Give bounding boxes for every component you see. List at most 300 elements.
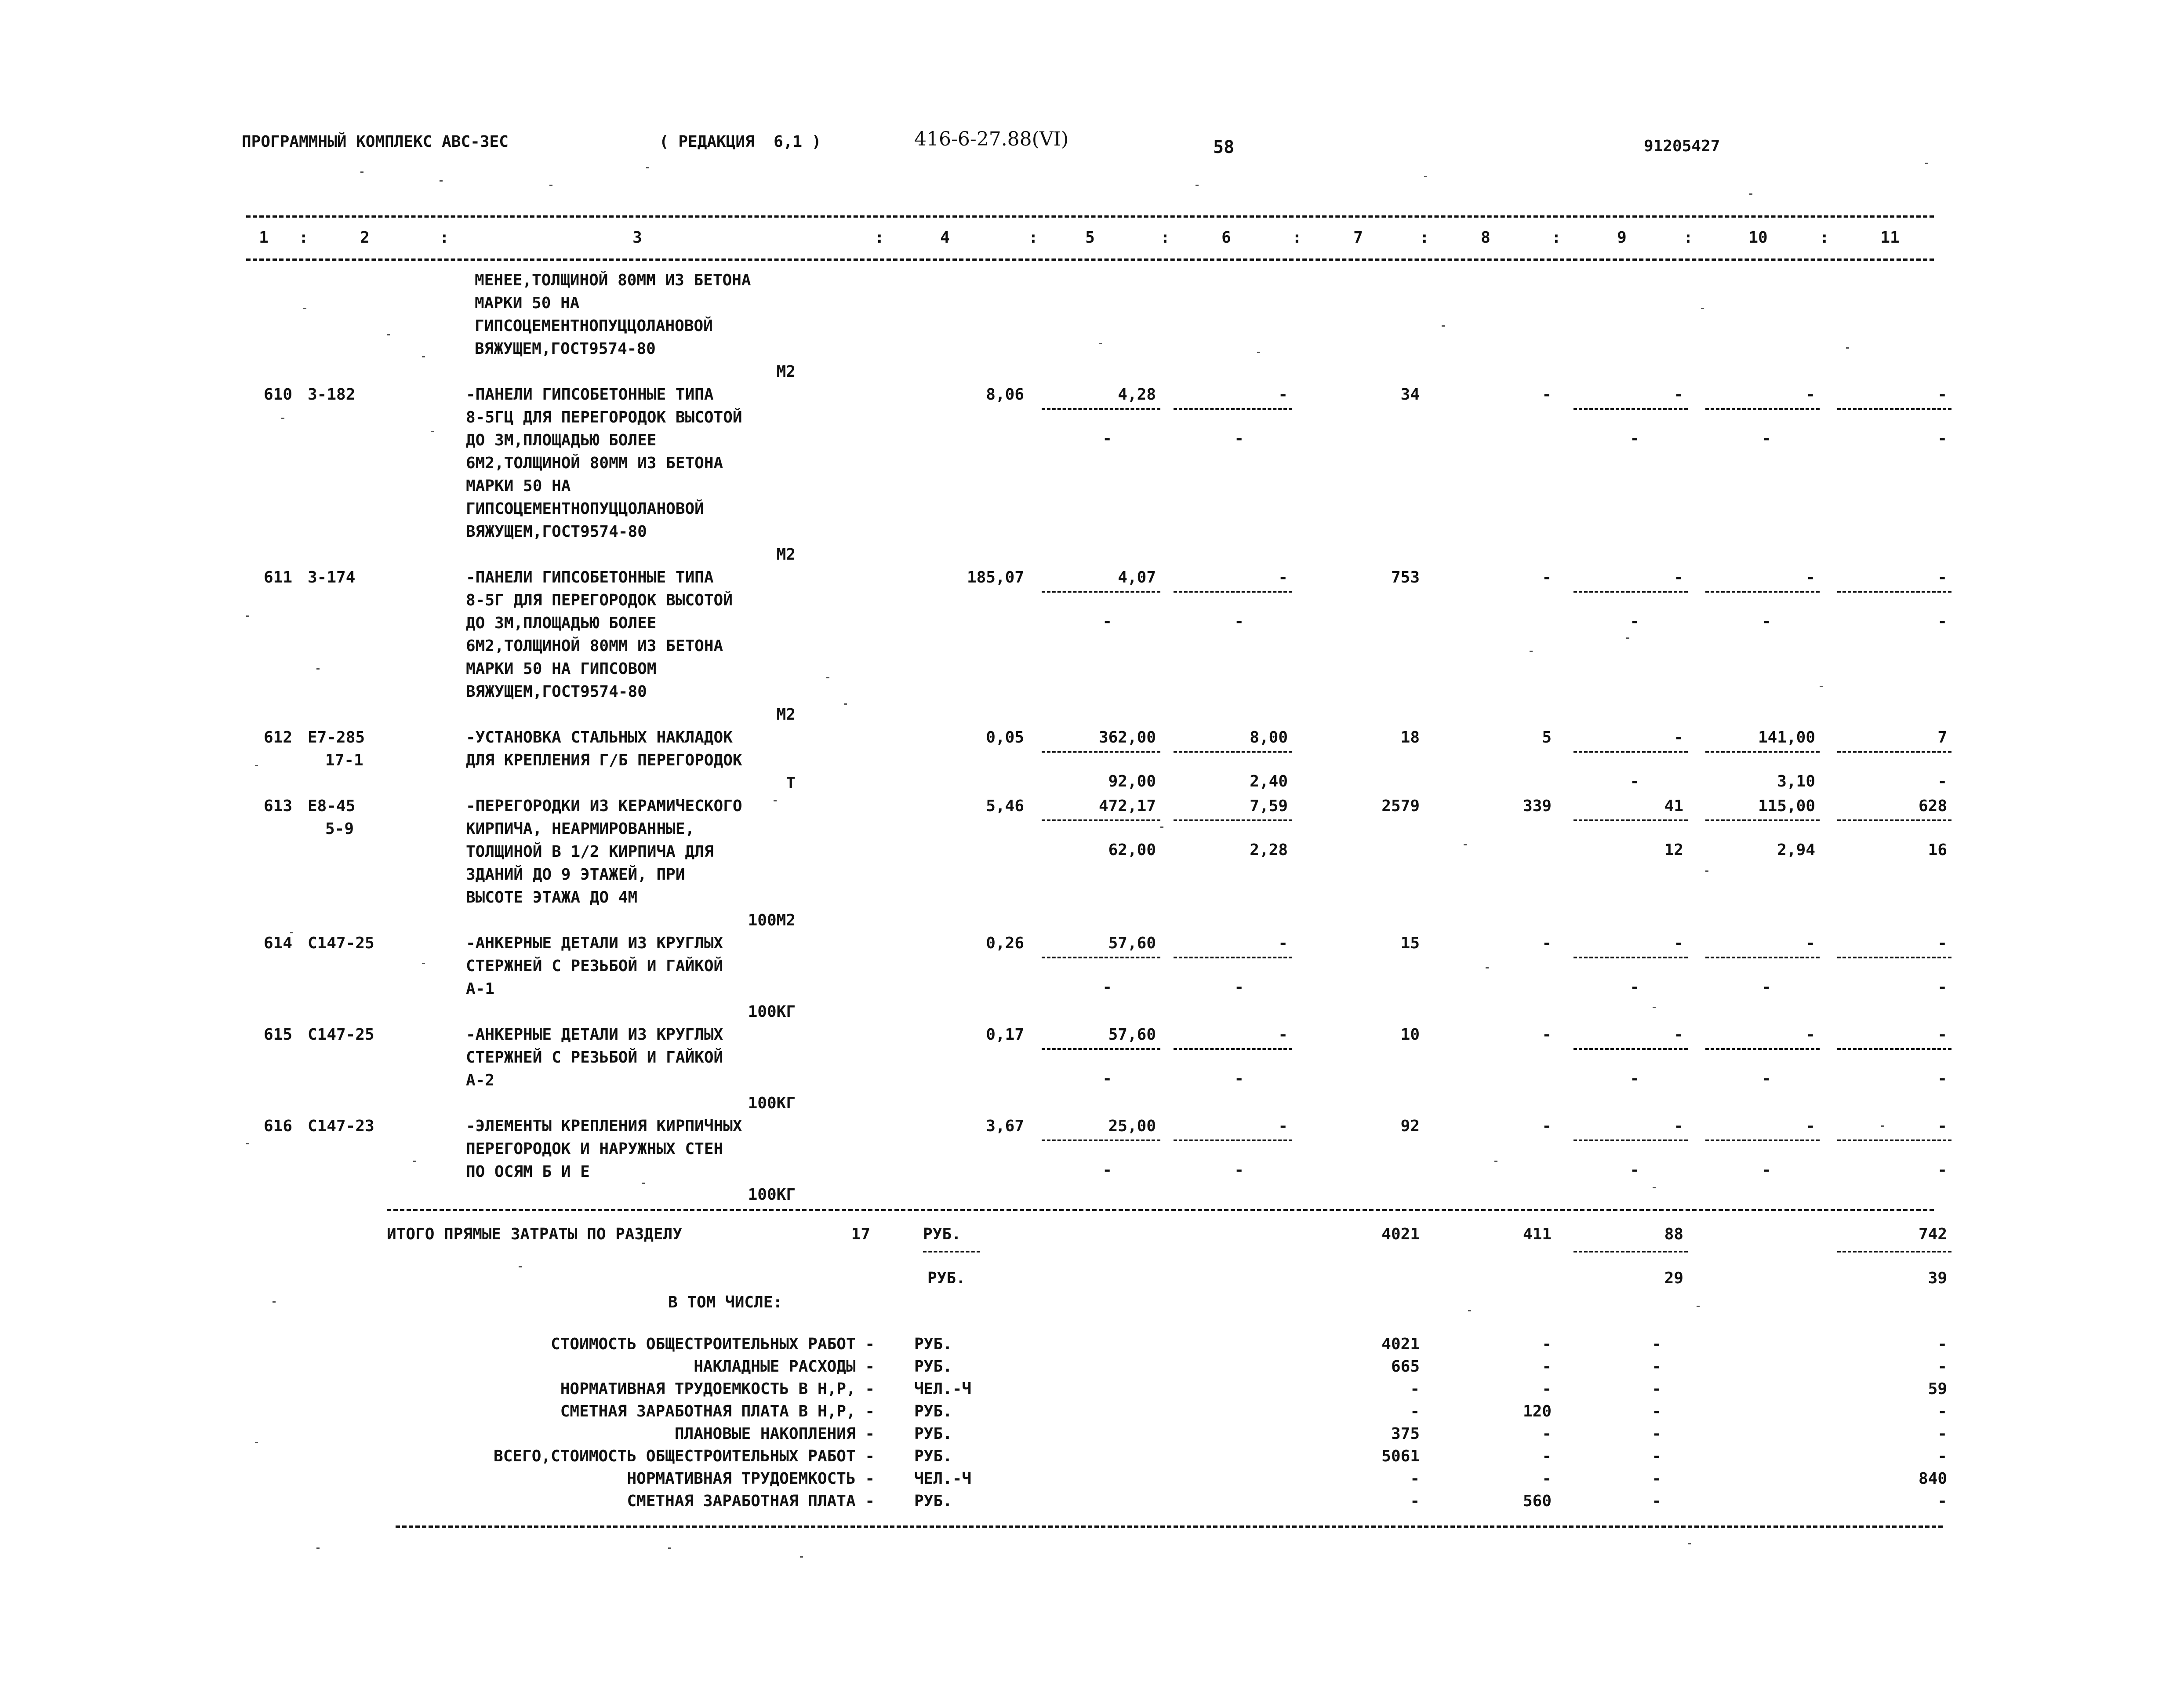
cell-labor-machine-total: 16 xyxy=(1928,841,1947,859)
cell-unit-cost: 4,07 xyxy=(1118,568,1156,586)
summary-label: НАКЛАДНЫЕ РАСХОДЫ - xyxy=(694,1358,875,1376)
norm-code: С147-23 xyxy=(308,1117,374,1135)
continuation-unit: М2 xyxy=(776,363,796,381)
scan-speck xyxy=(1653,1187,1656,1188)
column-separator: : xyxy=(1160,229,1170,247)
norm-code: С147-25 xyxy=(308,934,374,952)
cell-total-wage: - xyxy=(1542,934,1552,952)
summary-label: НОРМАТИВНАЯ ТРУДОЕМКОСТЬ В Н,Р, - xyxy=(560,1380,875,1398)
scan-speck xyxy=(255,1442,258,1443)
work-description-line: 8-5Г ДЛЯ ПЕРЕГОРОДОК ВЫСОТОЙ xyxy=(466,591,733,609)
cell-labor-machine-total: - xyxy=(1937,430,1947,448)
work-description-line: КИРПИЧА, НЕАРМИРОВАННЫЕ, xyxy=(466,820,695,838)
work-description-line: ДО 3М,ПЛОЩАДЬЮ БОЛЕЕ xyxy=(466,614,657,632)
total-label: ИТОГО ПРЯМЫЕ ЗАТРАТЫ ПО РАЗДЕЛУ xyxy=(387,1225,682,1243)
cell-wage-unit: 62,00 xyxy=(1108,841,1156,859)
scan-speck xyxy=(255,765,258,766)
scan-speck xyxy=(1925,163,1928,164)
cell-labor-machine-total: - xyxy=(1937,1161,1947,1179)
scan-speck xyxy=(1701,308,1704,309)
sub-rule-col10 xyxy=(1705,408,1820,410)
total-machine: 88 xyxy=(1664,1225,1683,1243)
work-description-line: -УСТАНОВКА СТАЛЬНЫХ НАКЛАДОК xyxy=(466,728,733,746)
column-header-1: 1 xyxy=(259,229,269,247)
scan-speck xyxy=(1530,651,1533,652)
summary-wage: - xyxy=(1542,1380,1552,1398)
summary-wage: - xyxy=(1542,1470,1552,1488)
summary-labor: - xyxy=(1937,1335,1947,1353)
scan-speck xyxy=(1424,176,1427,177)
work-description-line: ТОЛЩИНОЙ В 1/2 КИРПИЧА ДЛЯ xyxy=(466,843,714,861)
summary-label: ВСЕГО,СТОИМОСТЬ ОБЩЕСТРОИТЕЛЬНЫХ РАБОТ - xyxy=(494,1447,875,1465)
norm-code: Е7-285 xyxy=(308,728,365,746)
work-description-line: -ЭЛЕМЕНТЫ КРЕПЛЕНИЯ КИРПИЧНЫХ xyxy=(466,1117,742,1135)
cell-labor-unit: 141,00 xyxy=(1758,728,1815,746)
total-machine-wage: 29 xyxy=(1664,1269,1683,1287)
work-description-line: -ПАНЕЛИ ГИПСОБЕТОННЫЕ ТИПА xyxy=(466,386,714,404)
page-number: 58 xyxy=(1213,137,1235,157)
scan-speck xyxy=(1688,1543,1691,1544)
unit-of-measure: 100КГ xyxy=(748,1094,796,1112)
cell-total-wage: - xyxy=(1542,386,1552,404)
summary-labor: - xyxy=(1937,1447,1947,1465)
cell-unit-cost: 57,60 xyxy=(1108,1026,1156,1044)
work-description-line: СТЕРЖНЕЙ С РЕЗЬБОЙ И ГАЙКОЙ xyxy=(466,1049,723,1067)
cell-unit-machine: - xyxy=(1278,1026,1288,1044)
cell-unit-cost: 25,00 xyxy=(1108,1117,1156,1135)
norm-code: 3-182 xyxy=(308,386,356,404)
summary-labor: - xyxy=(1937,1402,1947,1420)
cell-labor-machine-unit: - xyxy=(1762,430,1771,448)
norm-code: Е8-45 xyxy=(308,797,356,815)
continuation-desc-line: МАРКИ 50 НА xyxy=(475,294,580,312)
cell-labor-unit: - xyxy=(1806,386,1815,404)
row-number: 615 xyxy=(264,1026,293,1044)
scan-speck xyxy=(774,800,777,801)
work-description-line: -ПЕРЕГОРОДКИ ИЗ КЕРАМИЧЕСКОГО xyxy=(466,797,742,815)
cell-unit-cost: 4,28 xyxy=(1118,386,1156,404)
cell-labor-unit: - xyxy=(1806,568,1815,586)
sub-rule-col9 xyxy=(1573,751,1688,753)
summary-unit: РУБ. xyxy=(914,1447,952,1465)
sub-rule-col6 xyxy=(1174,1048,1292,1050)
column-separator: : xyxy=(1420,229,1429,247)
sub-rule-col11 xyxy=(1837,957,1951,958)
row-number: 610 xyxy=(264,386,293,404)
scan-speck xyxy=(1846,347,1849,349)
column-separator: : xyxy=(440,229,449,247)
summary-machine: - xyxy=(1652,1447,1661,1465)
work-description-line: ПЕРЕГОРОДОК И НАРУЖНЫХ СТЕН xyxy=(466,1140,723,1158)
cell-machine-cost: - xyxy=(1674,568,1683,586)
scan-speck xyxy=(290,932,293,933)
summary-cost: 665 xyxy=(1391,1358,1420,1376)
scan-speck xyxy=(642,1183,645,1184)
sub-rule-col11 xyxy=(1837,408,1951,410)
summary-label: СМЕТНАЯ ЗАРАБОТНАЯ ПЛАТА - xyxy=(627,1492,875,1510)
scan-speck xyxy=(549,185,552,186)
row-number: 613 xyxy=(264,797,293,815)
sub-rule-col9 xyxy=(1573,957,1688,958)
sub-rule-col5 xyxy=(1042,957,1160,958)
cell-unit-cost: 57,60 xyxy=(1108,934,1156,952)
summary-labor: - xyxy=(1937,1425,1947,1443)
sub-rule-col10 xyxy=(1705,957,1820,958)
cell-labor-total: - xyxy=(1937,1026,1947,1044)
sub-rule-col5 xyxy=(1042,1140,1160,1141)
summary-unit: РУБ. xyxy=(914,1402,952,1420)
sub-rule-col6 xyxy=(1174,957,1292,958)
scan-speck xyxy=(316,668,320,670)
cell-machine-wage-unit: 2,40 xyxy=(1250,772,1288,790)
unit-of-measure: 100КГ xyxy=(748,1003,796,1021)
sub-rule-col11 xyxy=(1837,751,1951,753)
scan-speck xyxy=(303,308,306,309)
summary-machine: - xyxy=(1652,1335,1661,1353)
cell-labor-total: 7 xyxy=(1937,728,1947,746)
cell-unit-machine: - xyxy=(1278,568,1288,586)
scan-speck xyxy=(1196,185,1199,186)
scan-speck xyxy=(844,703,847,705)
cell-total-wage: 5 xyxy=(1542,728,1552,746)
summary-cost: - xyxy=(1410,1380,1420,1398)
total-unit-rule xyxy=(923,1251,980,1252)
scan-speck xyxy=(1464,844,1467,845)
scan-speck xyxy=(1160,826,1163,828)
scan-speck xyxy=(1820,686,1823,687)
cell-unit-machine: - xyxy=(1278,934,1288,952)
cell-quantity: 3,67 xyxy=(986,1117,1024,1135)
cell-labor-machine-total: - xyxy=(1937,1070,1947,1088)
cell-quantity: 185,07 xyxy=(967,568,1024,586)
total-cost: 4021 xyxy=(1381,1225,1420,1243)
cell-total-wage: - xyxy=(1542,1117,1552,1135)
summary-machine: - xyxy=(1652,1470,1661,1488)
summary-wage: 120 xyxy=(1523,1402,1552,1420)
cell-machine-wage-unit: - xyxy=(1234,430,1244,448)
cell-total-cost: 2579 xyxy=(1381,797,1420,815)
scan-speck xyxy=(413,1161,416,1162)
column-separator: : xyxy=(875,229,884,247)
summary-labor: - xyxy=(1937,1492,1947,1510)
sub-rule-col9 xyxy=(1573,1048,1688,1050)
work-description-line: -АНКЕРНЫЕ ДЕТАЛИ ИЗ КРУГЛЫХ xyxy=(466,934,723,952)
cell-total-cost: 10 xyxy=(1400,1026,1420,1044)
summary-unit: ЧЕЛ.-Ч xyxy=(914,1380,972,1398)
bottom-rule xyxy=(396,1525,1943,1528)
cell-machine-wage: 12 xyxy=(1664,841,1683,859)
column-header-7: 7 xyxy=(1353,229,1363,247)
cell-labor-total: - xyxy=(1937,1117,1947,1135)
cell-labor-machine-total: - xyxy=(1937,978,1947,996)
summary-machine: - xyxy=(1652,1358,1661,1376)
sub-rule-col6 xyxy=(1174,1140,1292,1141)
cell-machine-wage-unit: 2,28 xyxy=(1250,841,1288,859)
column-separator: : xyxy=(1683,229,1693,247)
scan-speck xyxy=(1442,325,1445,327)
cell-unit-machine: 7,59 xyxy=(1250,797,1288,815)
sub-rule-col11 xyxy=(1837,1048,1951,1050)
sub-rule-col11 xyxy=(1837,819,1951,821)
cell-labor-machine-unit: - xyxy=(1762,1161,1771,1179)
work-description-line: ВЯЖУЩЕМ,ГОСТ9574-80 xyxy=(466,523,647,541)
summary-unit: РУБ. xyxy=(914,1425,952,1443)
cell-labor-total: - xyxy=(1937,386,1947,404)
cell-total-cost: 92 xyxy=(1400,1117,1420,1135)
scan-speck xyxy=(316,1547,320,1549)
cell-machine-wage-unit: - xyxy=(1234,612,1244,630)
scan-speck xyxy=(281,418,284,419)
column-separator: : xyxy=(1028,229,1038,247)
summary-wage: - xyxy=(1542,1447,1552,1465)
cell-wage-unit: - xyxy=(1102,1161,1112,1179)
scan-speck xyxy=(1099,343,1102,344)
summary-machine: - xyxy=(1652,1492,1661,1510)
unit-of-measure: М2 xyxy=(776,706,796,724)
column-header-6: 6 xyxy=(1221,229,1231,247)
work-description-line: ЗДАНИЙ ДО 9 ЭТАЖЕЙ, ПРИ xyxy=(466,866,685,884)
summary-label: НОРМАТИВНАЯ ТРУДОЕМКОСТЬ - xyxy=(627,1470,875,1488)
cell-quantity: 0,26 xyxy=(986,934,1024,952)
sub-rule-col9 xyxy=(1573,1140,1688,1141)
scan-speck xyxy=(1494,1161,1497,1162)
summary-label: СТОИМОСТЬ ОБЩЕСТРОИТЕЛЬНЫХ РАБОТ - xyxy=(551,1335,875,1353)
sub-rule-col11 xyxy=(1837,591,1951,593)
scan-speck xyxy=(1486,967,1489,968)
cell-unit-cost: 362,00 xyxy=(1098,728,1156,746)
cell-total-wage: 339 xyxy=(1523,797,1552,815)
sub-rule-col5 xyxy=(1042,591,1160,593)
summary-unit: ЧЕЛ.-Ч xyxy=(914,1470,972,1488)
summary-wage: 560 xyxy=(1523,1492,1552,1510)
scan-speck xyxy=(826,677,829,678)
summary-wage: - xyxy=(1542,1335,1552,1353)
summary-machine: - xyxy=(1652,1425,1661,1443)
program-title: ПРОГРАММНЫЙ КОМПЛЕКС АВС-ЗЕС xyxy=(242,133,509,151)
cell-machine-cost: - xyxy=(1674,728,1683,746)
work-description-line: ВЫСОТЕ ЭТАЖА ДО 4М xyxy=(466,888,638,907)
scan-speck xyxy=(1257,352,1260,353)
column-header-4: 4 xyxy=(940,229,950,247)
row-number: 614 xyxy=(264,934,293,952)
work-description-line: ДО 3М,ПЛОЩАДЬЮ БОЛЕЕ xyxy=(466,431,657,449)
header-rule-bottom xyxy=(246,258,1934,261)
scan-speck xyxy=(1881,1125,1884,1127)
cell-labor-total: - xyxy=(1937,934,1947,952)
scan-speck xyxy=(646,167,649,168)
cell-total-cost: 18 xyxy=(1400,728,1420,746)
scan-speck xyxy=(800,1556,803,1558)
summary-cost: 4021 xyxy=(1381,1335,1420,1353)
column-separator: : xyxy=(1552,229,1561,247)
summary-wage: - xyxy=(1542,1358,1552,1376)
work-description-line: А-2 xyxy=(466,1071,495,1089)
cell-quantity: 8,06 xyxy=(986,386,1024,404)
scan-speck xyxy=(1626,637,1629,639)
cell-unit-machine: - xyxy=(1278,386,1288,404)
cell-wage-unit: 92,00 xyxy=(1108,772,1156,790)
sub-rule-col5 xyxy=(1042,1048,1160,1050)
cell-labor-unit: 115,00 xyxy=(1758,797,1815,815)
handwritten-code: 416-6-27.88(VI) xyxy=(914,128,1069,150)
sub-rule-col6 xyxy=(1174,408,1292,410)
cell-machine-wage: - xyxy=(1630,978,1639,996)
work-description-line: -АНКЕРНЫЕ ДЕТАЛИ ИЗ КРУГЛЫХ xyxy=(466,1026,723,1044)
scan-speck xyxy=(668,1547,671,1549)
cell-machine-wage: - xyxy=(1630,1161,1639,1179)
column-header-8: 8 xyxy=(1481,229,1490,247)
scan-speck xyxy=(1653,1007,1656,1008)
cell-wage-unit: - xyxy=(1102,978,1112,996)
sub-rule-col10 xyxy=(1705,1048,1820,1050)
totals-rule xyxy=(387,1209,1934,1211)
sub-rule-col5 xyxy=(1042,751,1160,753)
work-description-line: ПО ОСЯМ Б И Е xyxy=(466,1163,590,1181)
scan-speck xyxy=(1749,193,1752,195)
summary-machine: - xyxy=(1652,1380,1661,1398)
row-number: 612 xyxy=(264,728,293,746)
scan-speck xyxy=(360,171,363,173)
cell-labor-machine-unit: 2,94 xyxy=(1777,841,1815,859)
scan-speck xyxy=(1705,870,1708,872)
cell-labor-unit: - xyxy=(1806,934,1815,952)
norm-code: 3-174 xyxy=(308,568,356,586)
summary-cost: - xyxy=(1410,1492,1420,1510)
cell-unit-machine: - xyxy=(1278,1117,1288,1135)
scan-speck xyxy=(246,615,249,617)
cell-machine-wage-unit: - xyxy=(1234,1070,1244,1088)
cell-labor-total: 628 xyxy=(1918,797,1947,815)
work-description-line: МАРКИ 50 НА xyxy=(466,477,571,495)
summary-unit: РУБ. xyxy=(914,1492,952,1510)
total-wage: 411 xyxy=(1523,1225,1552,1243)
summary-machine: - xyxy=(1652,1402,1661,1420)
cell-labor-unit: - xyxy=(1806,1117,1815,1135)
scan-speck xyxy=(519,1266,522,1267)
sub-rule-col10 xyxy=(1705,591,1820,593)
summary-label: СМЕТНАЯ ЗАРАБОТНАЯ ПЛАТА В Н,Р, - xyxy=(560,1402,875,1420)
norm-code-detail: 5-9 xyxy=(325,820,354,838)
column-separator: : xyxy=(1292,229,1302,247)
cell-labor-machine-unit: - xyxy=(1762,978,1771,996)
summary-labor: 59 xyxy=(1928,1380,1947,1398)
summary-cost: 5061 xyxy=(1381,1447,1420,1465)
sub-rule-col11 xyxy=(1837,1140,1951,1141)
cell-total-cost: 15 xyxy=(1400,934,1420,952)
cell-unit-cost: 472,17 xyxy=(1098,797,1156,815)
total-rule-col11 xyxy=(1837,1251,1951,1252)
work-description-line: МАРКИ 50 НА ГИПСОВОМ xyxy=(466,660,657,678)
work-description-line: СТЕРЖНЕЙ С РЕЗЬБОЙ И ГАЙКОЙ xyxy=(466,957,723,975)
sub-rule-col6 xyxy=(1174,591,1292,593)
scan-speck xyxy=(246,1143,249,1144)
summary-cost: 375 xyxy=(1391,1425,1420,1443)
header-rule-top xyxy=(246,215,1934,218)
cell-machine-wage: - xyxy=(1630,772,1639,790)
continuation-desc-line: ВЯЖУЩЕМ,ГОСТ9574-80 xyxy=(475,340,656,358)
scan-speck xyxy=(1697,1306,1700,1307)
sub-rule-col10 xyxy=(1705,1140,1820,1141)
cell-unit-machine: 8,00 xyxy=(1250,728,1288,746)
column-separator: : xyxy=(299,229,309,247)
total-rule-col9 xyxy=(1573,1251,1688,1252)
summary-cost: - xyxy=(1410,1470,1420,1488)
row-number: 611 xyxy=(264,568,293,586)
work-description-line: 6М2,ТОЛЩИНОЙ 80ММ ИЗ БЕТОНА xyxy=(466,637,723,655)
summary-wage: - xyxy=(1542,1425,1552,1443)
unit-of-measure: 100М2 xyxy=(748,911,796,929)
cell-machine-wage: - xyxy=(1630,1070,1639,1088)
unit-of-measure: Т xyxy=(786,774,796,792)
cell-machine-cost: 41 xyxy=(1664,797,1683,815)
total-labor: 742 xyxy=(1918,1225,1947,1243)
sub-rule-col5 xyxy=(1042,408,1160,410)
cell-labor-unit: - xyxy=(1806,1026,1815,1044)
summary-labor: 840 xyxy=(1918,1470,1947,1488)
scan-speck xyxy=(440,180,443,182)
cell-machine-cost: - xyxy=(1674,1026,1683,1044)
summary-labor: - xyxy=(1937,1358,1947,1376)
column-separator: : xyxy=(1820,229,1829,247)
work-description-line: 8-5ГЦ ДЛЯ ПЕРЕГОРОДОК ВЫСОТОЙ xyxy=(466,408,742,426)
cell-total-wage: - xyxy=(1542,568,1552,586)
cell-quantity: 0,17 xyxy=(986,1026,1024,1044)
cell-machine-wage-unit: - xyxy=(1234,978,1244,996)
sub-rule-col6 xyxy=(1174,819,1292,821)
sub-rule-col9 xyxy=(1573,591,1688,593)
cell-total-wage: - xyxy=(1542,1026,1552,1044)
cell-quantity: 0,05 xyxy=(986,728,1024,746)
cell-wage-unit: - xyxy=(1102,1070,1112,1088)
cell-machine-wage: - xyxy=(1630,612,1639,630)
summary-unit: РУБ. xyxy=(914,1335,952,1353)
cell-labor-machine-unit: - xyxy=(1762,1070,1771,1088)
total-section: 17 xyxy=(851,1225,870,1243)
work-description-line: А-1 xyxy=(466,980,495,998)
including-label: В ТОМ ЧИСЛЕ: xyxy=(668,1293,783,1311)
norm-code-detail: 17-1 xyxy=(325,751,363,769)
norm-code: С147-25 xyxy=(308,1026,374,1044)
cell-machine-wage-unit: - xyxy=(1234,1161,1244,1179)
scan-speck xyxy=(273,1301,276,1303)
column-header-11: 11 xyxy=(1880,229,1900,247)
column-header-9: 9 xyxy=(1617,229,1627,247)
sub-rule-col5 xyxy=(1042,819,1160,821)
sub-rule-col9 xyxy=(1573,408,1688,410)
cell-labor-machine-total: - xyxy=(1937,772,1947,790)
summary-label: ПЛАНОВЫЕ НАКОПЛЕНИЯ - xyxy=(674,1425,875,1443)
summary-unit: РУБ. xyxy=(914,1358,952,1376)
column-header-5: 5 xyxy=(1085,229,1095,247)
column-header-10: 10 xyxy=(1748,229,1768,247)
work-description-line: ДЛЯ КРЕПЛЕНИЯ Г/Б ПЕРЕГОРОДОК xyxy=(466,751,742,769)
column-header-2: 2 xyxy=(360,229,370,247)
cell-machine-cost: - xyxy=(1674,386,1683,404)
column-header-3: 3 xyxy=(632,229,642,247)
cell-wage-unit: - xyxy=(1102,612,1112,630)
cell-machine-cost: - xyxy=(1674,934,1683,952)
cell-labor-machine-total: - xyxy=(1937,612,1947,630)
edition-label: ( РЕДАКЦИЯ 6,1 ) xyxy=(659,133,821,151)
total-unit: РУБ. xyxy=(923,1225,961,1243)
work-description-line: ВЯЖУЩЕМ,ГОСТ9574-80 xyxy=(466,683,647,701)
work-description-line: -ПАНЕЛИ ГИПСОБЕТОННЫЕ ТИПА xyxy=(466,568,714,586)
cell-total-cost: 753 xyxy=(1391,568,1420,586)
document-number: 91205427 xyxy=(1644,137,1720,155)
scan-speck xyxy=(387,334,390,335)
work-description-line: 6М2,ТОЛЩИНОЙ 80ММ ИЗ БЕТОНА xyxy=(466,454,723,472)
cell-labor-machine-unit: - xyxy=(1762,612,1771,630)
